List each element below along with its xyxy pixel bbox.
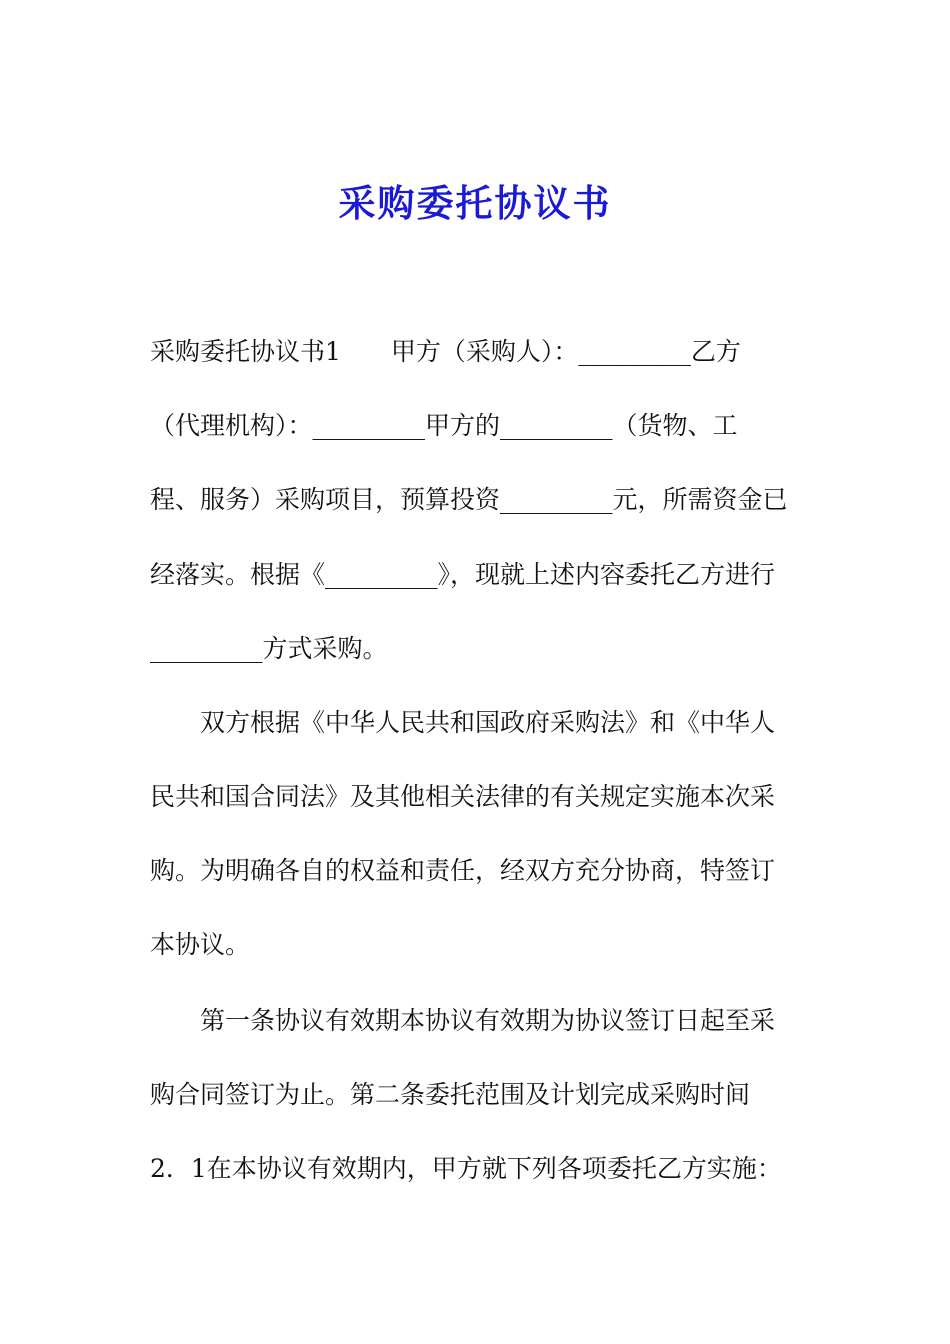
paragraph-line: 采购委托协议书1 甲方（采购人）：_________乙方: [150, 337, 741, 366]
paragraph-line: 经落实。根据《_________》，现就上述内容委托乙方进行: [150, 560, 776, 589]
paragraph-line: 第一条协议有效期本协议有效期为协议签订日起至采: [200, 1006, 776, 1035]
paragraph-line: 2．1在本协议有效期内，甲方就下列各项委托乙方实施：: [150, 1154, 782, 1183]
paragraph-line: 民共和国合同法》及其他相关法律的有关规定实施本次采: [150, 782, 776, 811]
paragraph-line: （代理机构）：_________甲方的_________（货物、工: [150, 411, 738, 440]
document-title: 采购委托协议书: [338, 181, 612, 225]
paragraph-line: _________方式采购。: [150, 634, 388, 663]
paragraph-line: 购。为明确各自的权益和责任，经双方充分协商，特签订: [150, 856, 776, 885]
paragraph-line: 双方根据《中华人民共和国政府采购法》和《中华人: [200, 708, 776, 737]
paragraph-line: 本协议。: [150, 930, 251, 959]
paragraph-line: 程、服务）采购项目，预算投资_________元，所需资金已: [150, 485, 788, 514]
paragraph-line: 购合同签订为止。第二条委托范围及计划完成采购时间: [150, 1080, 751, 1109]
